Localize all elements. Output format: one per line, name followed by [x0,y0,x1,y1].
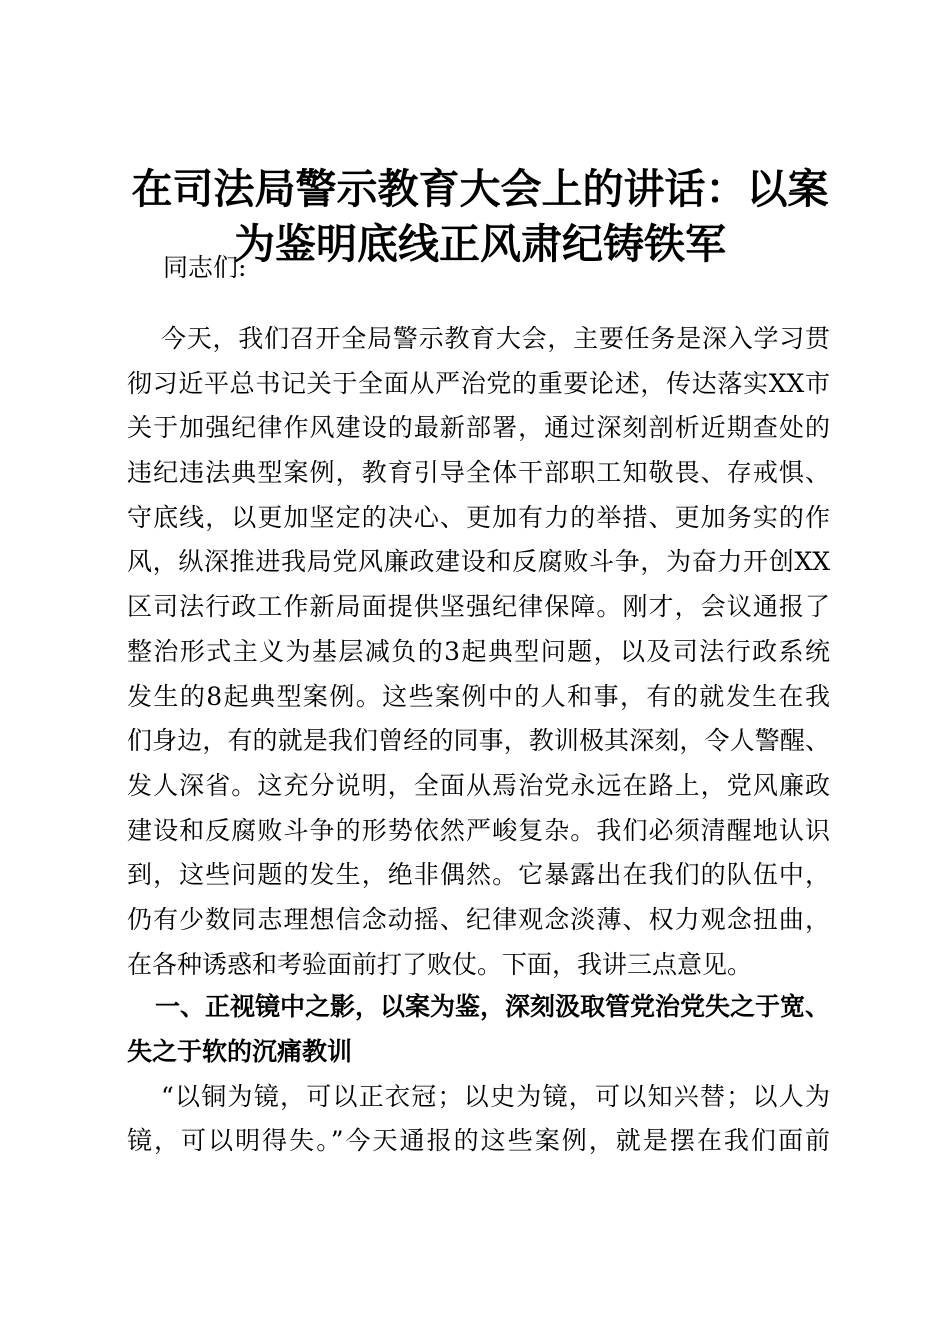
paragraph-line: 整治形式主义为基层减负的3起典型问题，以及司法行政系统 [127,636,830,666]
paragraph-line: 关于加强纪律作风建设的最新部署，通过深刻剖析近期查处的 [127,413,830,443]
intro-paragraph [127,317,830,987]
section-1-paragraph [127,1075,830,1164]
paragraph-line: 风，纵深推进我局党风廉政建设和反腐败斗争，为奋力开创XX [127,547,830,577]
paragraph-line: 到，这些问题的发生，绝非偶然。它暴露出在我们的队伍中， [127,860,830,890]
paragraph-line: 发人深省。这充分说明，全面从焉治党永远在路上，党风廉政 [127,770,830,800]
paragraph-line: 在各种诱惑和考验面前打了败仗。下面，我讲三点意见。 [127,949,753,979]
paragraph-line: 建设和反腐败斗争的形势依然严峻复杂。我们必须清醒地认识 [127,815,830,845]
paragraph-line: 区司法行政工作新局面提供坚强纪律保障。刚才，会议通报了 [127,592,830,622]
paragraph-line: 仍有少数同志理想信念动摇、纪律观念淡薄、权力观念扭曲， [127,904,830,934]
greeting: 同志们: [163,253,247,282]
paragraph-line: 违纪违法典型案例，教育引导全体干部职工知敬畏、存戒惧、 [127,458,830,488]
section-1-heading [127,985,830,1074]
title-line-2: 为鉴明底线正风肃纪铸铁军 [234,220,726,268]
paragraph-line: 彻习近平总书记关于全面从严治党的重要论述，传达落实XX市 [127,368,830,398]
paragraph-line: 今天，我们召开全局警示教育大会，主要任务是深入学习贯 [161,324,830,353]
paragraph-line: 发生的8起典型案例。这些案例中的人和事，有的就发生在我 [127,681,830,711]
paragraph-line: 们身边，有的就是我们曾经的同事，教训极其深刻，令人警醒、 [127,726,830,756]
paragraph-line: 守底线，以更加坚定的决心、更加有力的举措、更加务实的作 [127,502,830,532]
paragraph-line: 镜，可以明得失。”今天通报的这些案例，就是摆在我们面前 [127,1126,830,1156]
heading-line: 失之于软的沉痛教训 [127,1037,353,1066]
document-body [127,246,830,1164]
heading-line: 一、正视镜中之影，以案为鉴，深刻汲取管党治党失之于宽、 [155,992,831,1022]
title-line-1: 在司法局警示教育大会上的讲话：以案 [131,165,829,213]
paragraph-line: “以铜为镜，可以正衣冠；以史为镜，可以知兴替；以人为 [161,1081,830,1111]
